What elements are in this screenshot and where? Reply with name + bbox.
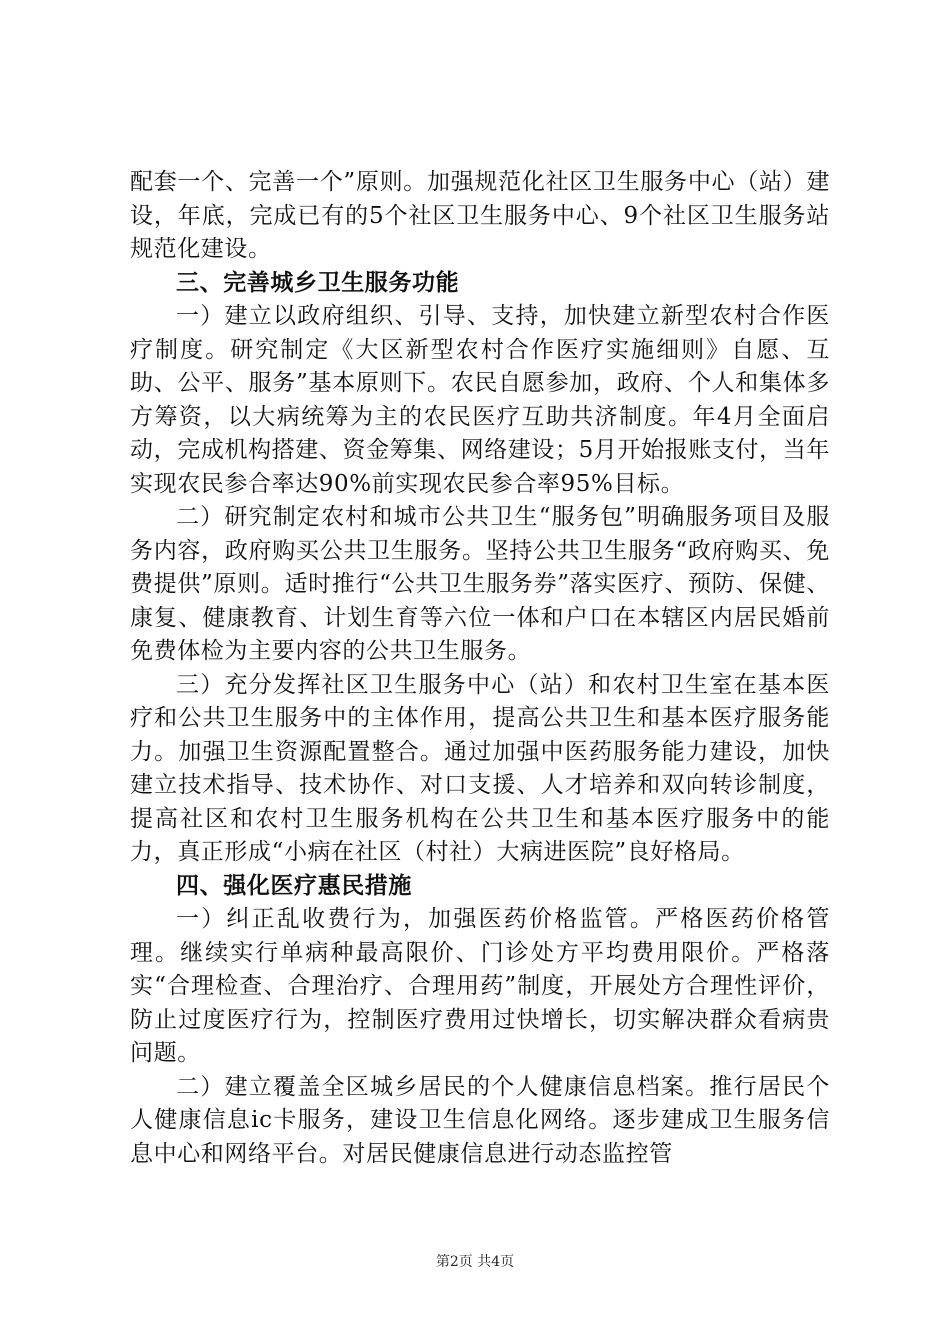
paragraph: 三）充分发挥社区卫生服务中心（站）和农村卫生室在基本医疗和公共卫生服务中的主体作用，提高公共卫生和基本医疗服务能力。加强卫生资源配置整合。通过加强中医药服务能力建设，加快建立技术指导、技术协作、对口支援、人才培养和双向转诊制度，提高社区和农村卫生服务机构在公共卫生和基本医疗服务中的能力，真正形成“小病在社区（村社）大病进医院”良好格局。	[130, 671, 830, 865]
paragraph: 二）建立覆盖全区城乡居民的个人健康信息档案。推行居民个人健康信息ic卡服务，建设卫生信息化网络。逐步建成卫生服务信息中心和网络平台。对居民健康信息进行动态监控管	[130, 1073, 830, 1167]
paragraph: 一）建立以政府组织、引导、支持，加快建立新型农村合作医疗制度。研究制定《大区新型农村合作医疗实施细则》自愿、互助、公平、服务”基本原则下。农民自愿参加，政府、个人和集体多方筹资，以大病统筹为主的农民医疗互助共济制度。年4月全面启动，完成机构搭建、资金筹集、网络建设；5月开始报账支付，当年实现农民参合率达90%前实现农民参合率95%目标。	[130, 303, 830, 497]
section-heading: 四、强化医疗惠民措施	[176, 872, 412, 899]
paragraph: 配套一个、完善一个”原则。加强规范化社区卫生服务中心（站）建设，年底，完成已有的5个社区卫生服务中心、9个社区卫生服务站规范化建设。	[130, 169, 830, 262]
paragraph: 二）研究制定农村和城市公共卫生“服务包”明确服务项目及服务内容，政府购买公共卫生服务。坚持公共卫生服务“政府购买、免费提供”原则。适时推行“公共卫生服务券”落实医疗、预防、保健、康复、健康教育、计划生育等六位一体和户口在本辖区内居民婚前免费体检为主要内容的公共卫生服务。	[130, 504, 830, 664]
page-footer: 第2页 共4页	[435, 1254, 515, 1270]
section-heading: 三、完善城乡卫生服务功能	[176, 269, 460, 296]
paragraph: 一）纠正乱收费行为，加强医药价格监管。严格医药价格管理。继续实行单病种最高限价、门诊处方平均费用限价。严格落实“合理检查、合理治疗、合理用药”制度，开展处方合理性评价，防止过度医疗行为，控制医疗费用过快增长，切实解决群众看病贵问题。	[130, 906, 830, 1066]
document-body	[130, 166, 830, 1171]
